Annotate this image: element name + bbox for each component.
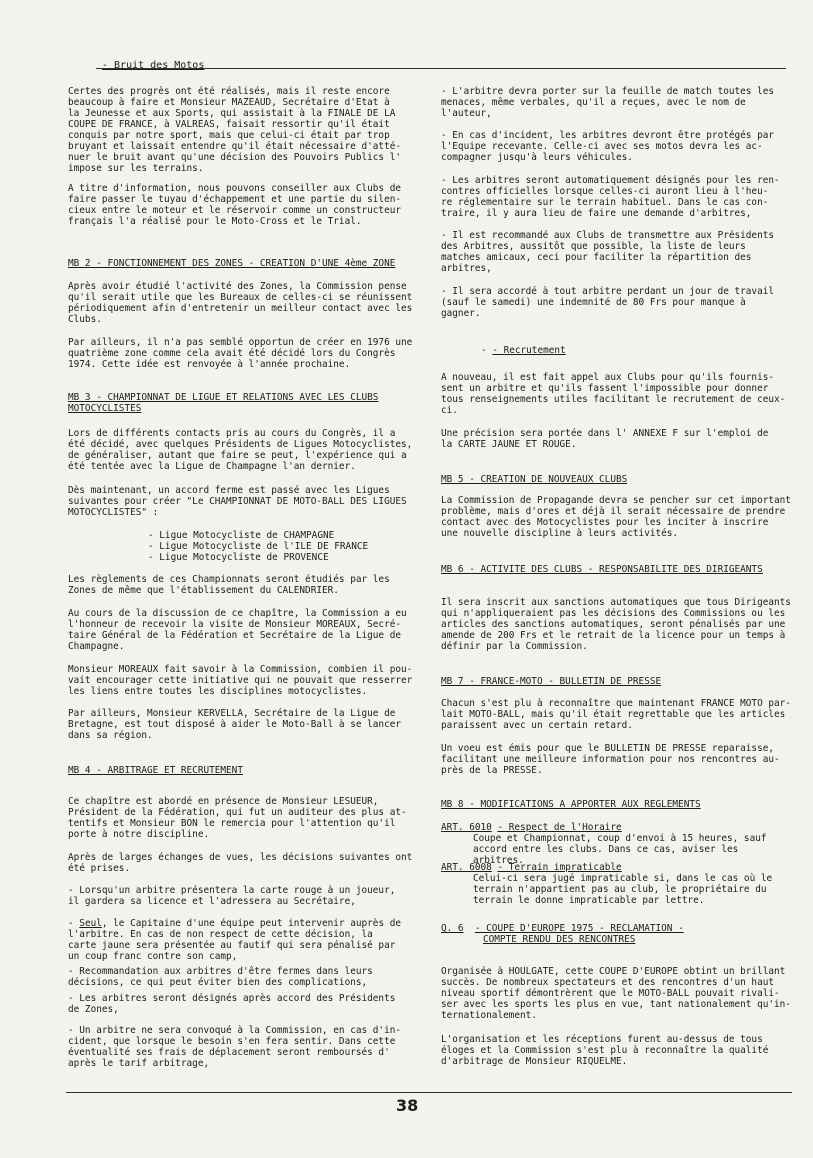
mb4-item-2: - Seul, le Capitaine d'une équipe peut intervenir auprès de l'arbitre. En cas de non respect de cette décision, la carte jaune sera présentée au fautif qui sera pénalisé par un coup franc contre son camp, bbox=[68, 918, 402, 962]
mb6-heading: MB 6 - ACTIVITE DES CLUBS - RESPONSABILITE DES DIRIGEANTS bbox=[441, 564, 763, 575]
mb3-paragraph-1: Lors de différents contacts pris au cours du Congrès, il a été décidé, avec quelques Présidents de Ligues Motocyclistes, de généraliser, autant que faire se peut, l'expérience qui a été tentée avec la Ligue de Champagne l'an dernier. bbox=[68, 428, 413, 472]
mb6-paragraph-1: Il sera inscrit aux sanctions automatiques que tous Dirigeants qui n'appliqueraient pas les décisions des Commissions ou les articles des sanctions automatiques, seront pénalisés par une amende de 200 Frs et le retrait de la licence pour un temps à définir par la Commission. bbox=[441, 597, 791, 652]
mb5-heading: MB 5 - CREATION DE NOUVEAUX CLUBS bbox=[441, 474, 628, 485]
mb4-item-2-text: , le Capitaine d'une équipe peut intervenir auprès de l'arbitre. En cas de non respect de cette décision, la carte jaune sera présentée au fautif qui sera pénalisé par un coup franc contre son camp, bbox=[68, 918, 402, 962]
q6-title: - COUPE D'EUROPE 1975 - RECLAMATION - bbox=[474, 923, 684, 934]
mb2-paragraph-2: Par ailleurs, il n'a pas semblé opportun de créer en 1976 une quatrième zone comme cela avait été décidé lors du Congrès 1974. Cette idée est renvoyée à l'année prochaine. bbox=[68, 337, 413, 370]
arbitrage-item-3: - Les arbitres seront automatiquement désignés pour les ren- contres officielles lorsque celles-ci auront lieu à l'heu- re réglementaire sur le terrain habituel. Dans le cas con- traire, il y aura lieu de faire une demande d'arbitres, bbox=[441, 175, 780, 219]
mb3-heading: MB 3 - CHAMPIONNAT DE LIGUE ET RELATIONS AVEC LES CLUBS MOTOCYCLISTES bbox=[68, 392, 379, 414]
q6-label: Q. 6 bbox=[441, 923, 464, 934]
mb3-paragraph-3: Les règlements de ces Championnats seront étudiés par les Zones de même que l'établissement du CALENDRIER. bbox=[68, 574, 390, 596]
mb7-paragraph-2: Un voeu est émis pour que le BULLETIN DE PRESSE reparaisse, facilitant une meilleure information pour nos rencontres au- près de la PRESSE. bbox=[441, 743, 780, 776]
art-6010 bbox=[441, 822, 622, 833]
art-6010-title: - Respect de l'Horaire bbox=[497, 822, 622, 833]
q6-paragraph-1: Organisée à HOULGATE, cette COUPE D'EUROPE obtint un brillant succès. De nombreux spectateurs et des rencontres d'un haut niveau sportif démontrèrent que le MOTO-BALL pouvait rivali- ser avec les sports les plus en vue, tant nationalement qu'in- ternationalement. bbox=[441, 966, 791, 1021]
art-6010-label: ART. 6010 bbox=[441, 822, 492, 833]
bruit-paragraph-1: Certes des progrès ont été réalisés, mais il reste encore beaucoup à faire et Monsieur MAZEAUD, Secrétaire d'Etat à la Jeunesse et aux Sports, qui assistait à la FINALE DE LA COUPE DE FRANCE, à VALREAS, faisait ressortir qu'il était conquis par notre sport, mais que celui-ci était par trop bruyant et laissait entendre qu'il était nécessaire d'atté- nuer le bruit avant qu'une décision des Pouvoirs Publics l' impose sur les terrains. bbox=[68, 86, 402, 174]
ligues-list bbox=[148, 530, 368, 563]
arbitrage-item-1: - L'arbitre devra porter sur la feuille de match toutes les menaces, même verbales, qu'il a reçues, avec le nom de l'auteur, bbox=[441, 86, 775, 119]
mb4-item-4: - Les arbitres seront désignés après accord des Présidents de Zones, bbox=[68, 993, 396, 1015]
mb4-paragraph-2: Après de larges échanges de vues, les décisions suivantes ont été prises. bbox=[68, 852, 413, 874]
recrutement-title: - Recrutement bbox=[492, 345, 566, 356]
mb2-heading: MB 2 - FONCTIONNEMENT DES ZONES - CREATION D'UNE 4ème ZONE bbox=[68, 258, 396, 269]
arbitrage-item-2: - En cas d'incident, les arbitres devront être protégés par l'Equipe recevante. Celle-ci avec ses motos devra les ac- compagner jusqu'à leurs véhicules. bbox=[441, 130, 775, 163]
mb3-paragraph-6: Par ailleurs, Monsieur KERVELLA, Secrétaire de la Ligue de Bretagne, est tout disposé à aider le Moto-Ball à se lancer dans sa région. bbox=[68, 708, 402, 741]
mb4-item-3: - Recommandation aux arbitres d'être fermes dans leurs décisions, ce qui peut éviter bien des complications, bbox=[68, 966, 373, 988]
arbitrage-item-5: - Il sera accordé à tout arbitre perdant un jour de travail (sauf le samedi) une indemnité de 80 Frs pour manque à gagner. bbox=[441, 286, 775, 319]
mb4-item-1: - Lorsqu'un arbitre présentera la carte rouge à un joueur, il gardera sa licence et l'adressera au Secrétaire, bbox=[68, 885, 396, 907]
seul-word: Seul bbox=[79, 918, 102, 929]
q6-paragraph-2: L'organisation et les réceptions furent au-dessus de tous éloges et la Commission s'est plu à reconnaître la qualité d'arbitrage de Monsieur RIQUELME. bbox=[441, 1034, 769, 1067]
mb2-paragraph-1: Après avoir étudié l'activité des Zones, la Commission pense qu'il serait utile que les Bureaux de celles-ci se réunissent périodiquement afin d'entretenir un meilleur contact avec les Clubs. bbox=[68, 281, 413, 325]
art-6008-title: - Terrain impraticable bbox=[497, 862, 622, 873]
mb5-paragraph-1: La Commission de Propagande devra se pencher sur cet important problème, mais d'ores et déjà il serait nécessaire de prendre contact avec des Motocyclistes pour les inciter à inscrire une nouvelle discipline à leurs activités. bbox=[441, 495, 791, 539]
bruit-des-motos-heading: - Bruit des Motos bbox=[102, 60, 205, 71]
art-6008-text: Celui-ci sera jugé impraticable si, dans le cas où le terrain n'appartient pas au club, le propriétaire du terrain le donne impraticable par lettre. bbox=[473, 873, 773, 906]
mb7-heading: MB 7 - FRANCE-MOTO - BULLETIN DE PRESSE bbox=[441, 676, 662, 687]
recrutement-paragraph-2: Une précision sera portée dans l' ANNEXE F sur l'emploi de la CARTE JAUNE ET ROUGE. bbox=[441, 428, 769, 450]
list-item: - Ligue Motocycliste de PROVENCE bbox=[148, 552, 329, 563]
bottom-rule bbox=[66, 1092, 792, 1093]
list-item: - Ligue Motocycliste de CHAMPAGNE bbox=[148, 530, 335, 541]
art-6008-label: ART. 6008 bbox=[441, 862, 492, 873]
q6-heading bbox=[441, 923, 684, 934]
recrutement-heading: - - Recrutement bbox=[481, 345, 566, 356]
list-item: - Ligue Motocycliste de l'ILE DE FRANCE bbox=[148, 541, 369, 552]
arbitrage-item-4: - Il est recommandé aux Clubs de transmettre aux Présidents des Arbitres, aussitôt que possible, la liste de leurs matches amicaux, ceci pour faciliter la répartition des arbitres, bbox=[441, 230, 775, 274]
mb3-paragraph-5: Monsieur MOREAUX fait savoir à la Commission, combien il pou- vait encourager cette initiative qui ne pouvait que resserrer les liens entre toutes les disciplines motocyclistes. bbox=[68, 664, 413, 697]
art-6008 bbox=[441, 862, 622, 873]
mb4-paragraph-1: Ce chapître est abordé en présence de Monsieur LESUEUR, Président de la Fédération, qui fut un auditeur des plus at- tentifs et Monsieur BON le remercia pour l'attention qu'il porte à notre discipline. bbox=[68, 796, 407, 840]
mb8-heading: MB 8 - MODIFICATIONS A APPORTER AUX REGLEMENTS bbox=[441, 799, 701, 810]
mb3-paragraph-2: Dès maintenant, un accord ferme est passé avec les Ligues suivantes pour créer "Le CHAMPIONNAT DE MOTO-BALL DES LIGUES MOTOCYCLISTES" : bbox=[68, 485, 407, 518]
q6-subtitle: COMPTE RENDU DES RENCONTRES bbox=[483, 934, 636, 945]
art-6010-text: Coupe et Championnat, coup d'envoi à 15 heures, sauf accord entre les clubs. Dans ce cas, aviser les arbitres. bbox=[473, 833, 767, 866]
page-number: 38 bbox=[396, 1096, 419, 1115]
bruit-paragraph-2: A titre d'information, nous pouvons conseiller aux Clubs de faire passer le tuyau d'échappement et une partie du silen- cieux entre le moteur et le réservoir comme un constructeur français l'a réalisé pour le Moto-Cross et le Trial. bbox=[68, 183, 402, 227]
recrutement-paragraph-1: A nouveau, il est fait appel aux Clubs pour qu'ils fournis- sent un arbitre et qu'ils fassent l'impossible pour donner tous renseignements utiles facilitant le recrutement de ceux- ci. bbox=[441, 372, 786, 416]
mb3-paragraph-4: Au cours de la discussion de ce chapître, la Commission a eu l'honneur de recevoir la visite de Monsieur MOREAUX, Secré- taire Général de la Fédération et Secrétaire de la Ligue de Champagne. bbox=[68, 608, 407, 652]
mb4-heading: MB 4 - ARBITRAGE ET RECRUTEMENT bbox=[68, 765, 243, 776]
mb7-paragraph-1: Chacun s'est plu à reconnaître que maintenant FRANCE MOTO par- lait MOTO-BALL, mais qu'il était regrettable que les articles paraissent avec un certain retard. bbox=[441, 698, 791, 731]
mb4-item-5: - Un arbitre ne sera convoqué à la Commission, en cas d'in- cident, que lorsque le besoin s'en fera sentir. Dans cette éventualité ses frais de déplacement seront remboursés d' après le tarif arbitrage, bbox=[68, 1025, 402, 1069]
